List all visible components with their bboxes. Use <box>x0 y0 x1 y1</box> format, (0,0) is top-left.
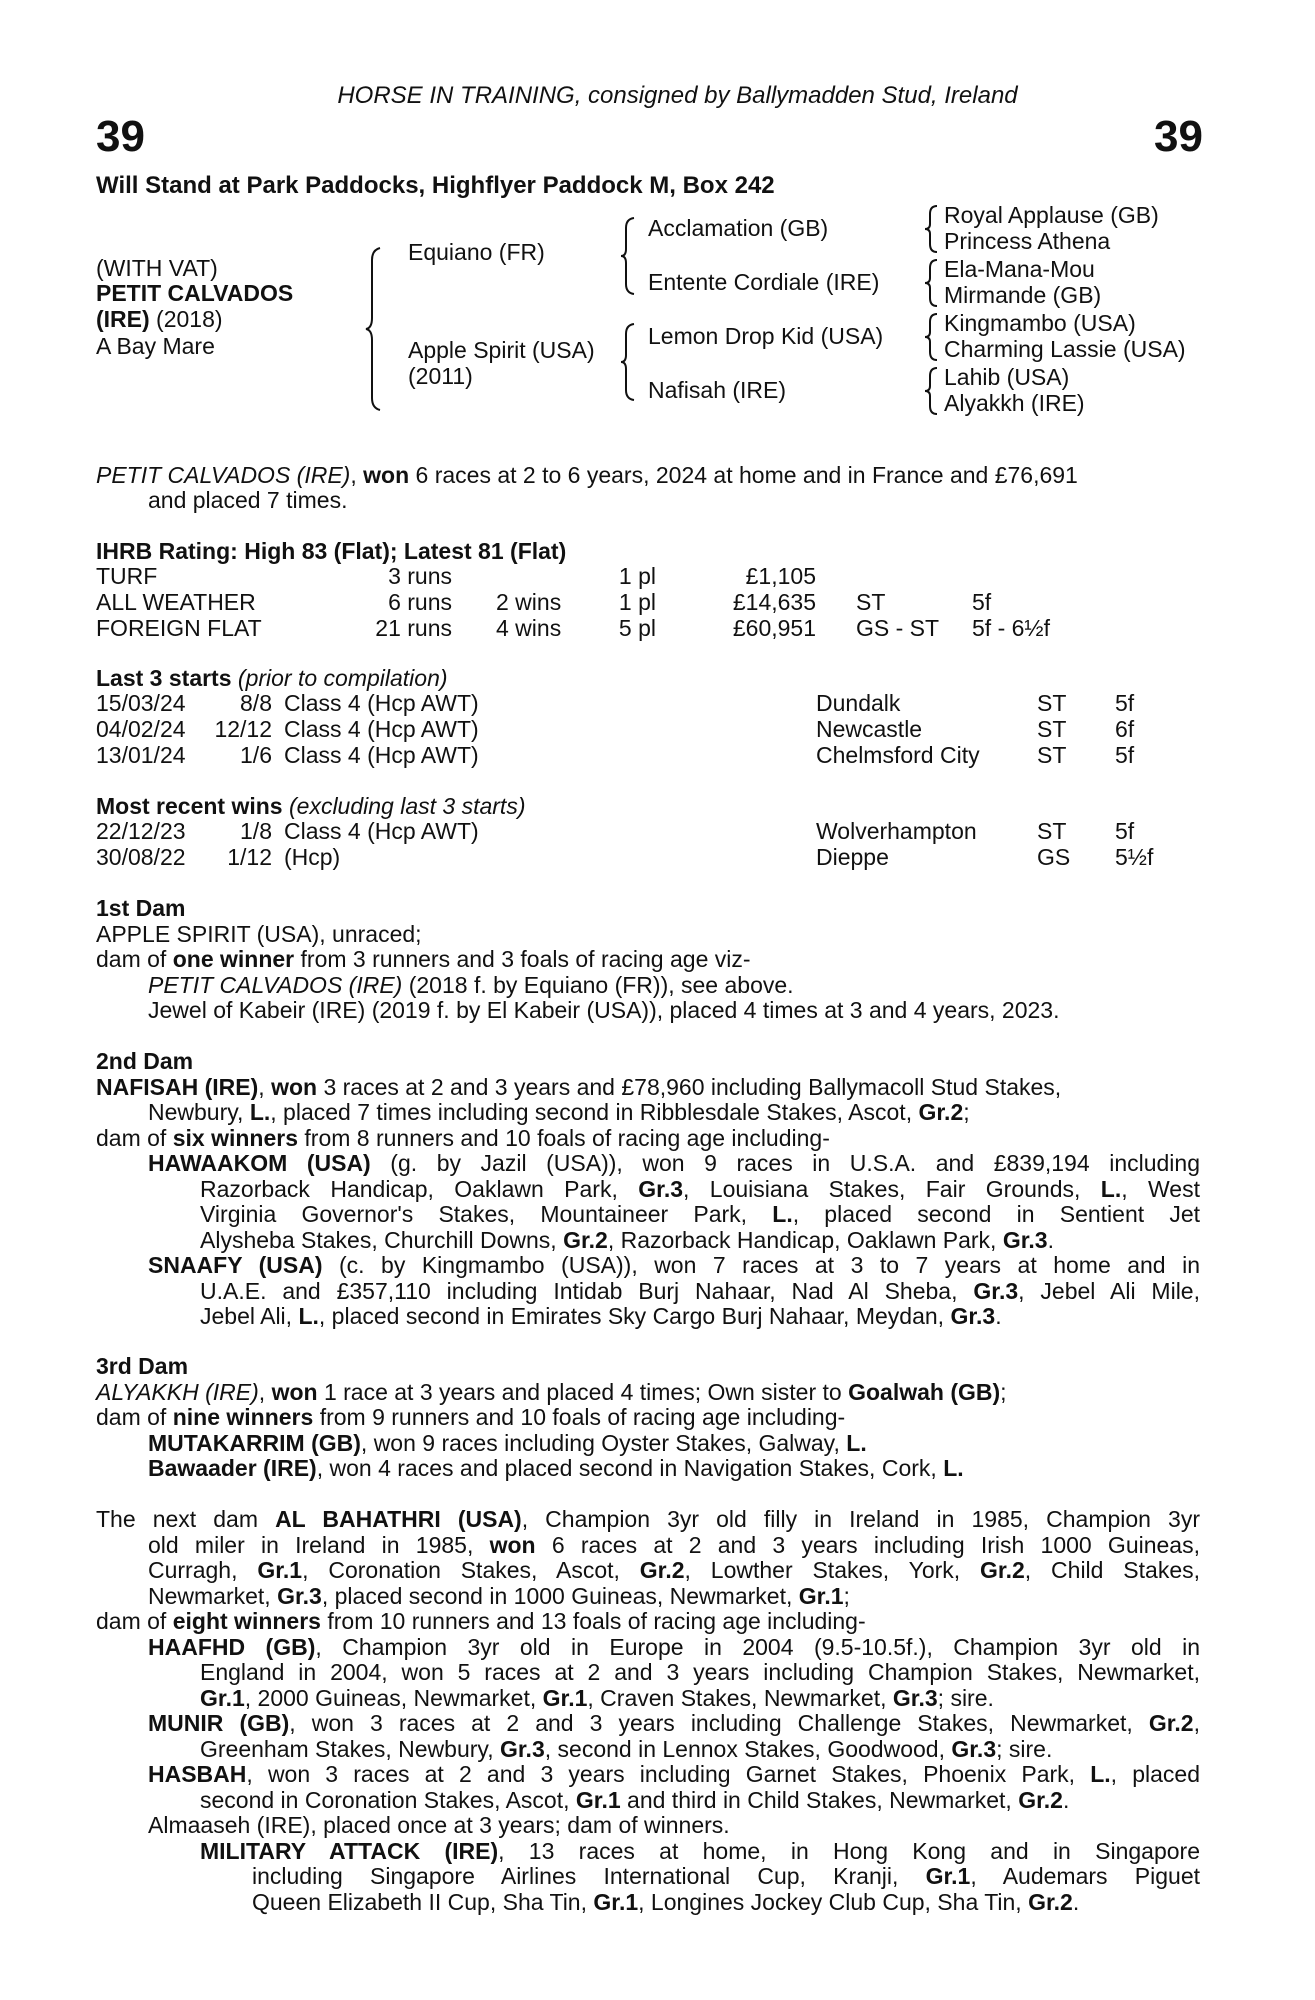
win-date: 30/08/22 <box>96 844 186 870</box>
pedigree-sire: Equiano (FR) <box>408 239 545 265</box>
start-course: Chelmsford City <box>816 742 980 768</box>
rating-table <box>96 564 1196 642</box>
recent-wins-note: (excluding last 3 starts) <box>282 793 526 819</box>
win-course: Dieppe <box>816 844 889 870</box>
horse-country: (IRE) <box>96 306 150 332</box>
start-distance: 5f <box>1115 742 1135 768</box>
next-dam-produce: England in 2004, won 5 races at 2 and 3 years including Champion Stakes, Newmarket, <box>200 1659 1200 1685</box>
first-dam-line: APPLE SPIRIT (USA), unraced; <box>96 920 422 947</box>
start-date: 13/01/24 <box>96 742 186 768</box>
second-dam-produce: Virginia Governor's Stakes, Mountaineer Park, L., placed second in Sentient Jet <box>200 1201 1200 1227</box>
rating-wins: 4 wins <box>496 615 562 641</box>
rating-distance: 5f <box>972 589 992 615</box>
last-starts-note: (prior to compilation) <box>231 665 448 691</box>
win-distance: 5f <box>1115 818 1135 844</box>
start-course: Newcastle <box>816 716 923 742</box>
rating-runs: 6 runs <box>388 589 452 615</box>
start-going: ST <box>1037 690 1067 716</box>
summary-horse-name: PETIT CALVADOS (IRE) <box>96 462 351 488</box>
rating-runs: 21 runs <box>375 615 452 641</box>
third-dam-title: 3rd Dam <box>96 1353 189 1379</box>
next-dam-produce: HAAFHD (GB), Champion 3yr old in Europe in 2004 (9.5-10.5f.), Champion 3yr old in <box>148 1633 1200 1660</box>
pedigree-ggp: Alyakkh (IRE) <box>944 390 1085 416</box>
pedigree-ggp: Princess Athena <box>944 228 1111 254</box>
rating-surface: FOREIGN FLAT <box>96 615 262 641</box>
next-dam-produce: Gr.1, 2000 Guineas, Newmarket, Gr.1, Craven Stakes, Newmarket, Gr.3; sire. <box>200 1684 994 1711</box>
win-distance: 5½f <box>1115 844 1154 870</box>
pedigree-brace-main <box>364 246 386 412</box>
consignor-title: HORSE IN TRAINING, consigned by Ballymadden Stud, Ireland <box>337 82 1018 109</box>
horse-name-line2 <box>96 307 223 332</box>
next-dam-section <box>96 1507 1200 1915</box>
start-course: Dundalk <box>816 690 901 716</box>
start-going: ST <box>1037 742 1067 768</box>
lot-number-right: 39 <box>1154 112 1203 161</box>
start-race: Class 4 (Hcp AWT) <box>284 742 479 768</box>
next-dam-line: dam of eight winners from 10 runners and 13 foals of racing age including- <box>96 1608 866 1634</box>
horse-description: A Bay Mare <box>96 333 215 359</box>
second-dam-produce: HAWAAKOM (USA) (g. by Jazil (USA)), won 9 races in U.S.A. and £839,194 including <box>148 1150 1200 1176</box>
rating-distance: 5f - 6½f <box>972 615 1050 641</box>
second-dam-produce: Alysheba Stakes, Churchill Downs, Gr.2, Razorback Handicap, Oaklawn Park, Gr.3. <box>200 1226 1054 1253</box>
pedigree-dam-year: (2011) <box>408 363 473 389</box>
recent-wins-table <box>96 819 1196 871</box>
pedigree-brace-sd <box>924 258 940 308</box>
next-dam-line: The next dam AL BAHATHRI (USA), Champion 3yr old filly in Ireland in 1985, Champion 3yr <box>96 1506 1200 1532</box>
pedigree-ggp: Charming Lassie (USA) <box>944 336 1186 362</box>
pedigree-brace-sire <box>620 216 638 296</box>
start-race: Class 4 (Hcp AWT) <box>284 716 479 742</box>
win-going: ST <box>1037 818 1067 844</box>
pedigree-sire-sire: Acclamation (GB) <box>648 215 829 241</box>
start-distance: 5f <box>1115 690 1135 716</box>
next-dam-produce: MUNIR (GB), won 3 races at 2 and 3 years including Challenge Stakes, Newmarket, Gr.2, <box>148 1710 1200 1736</box>
rating-going: ST <box>856 589 886 615</box>
summary-won: won <box>363 462 410 488</box>
pedigree-dam-sire: Lemon Drop Kid (USA) <box>648 323 884 349</box>
start-date: 15/03/24 <box>96 690 186 716</box>
rating-placed: 1 pl <box>618 589 656 615</box>
third-dam-section <box>96 1354 1200 1482</box>
horse-name: PETIT CALVADOS <box>96 280 294 306</box>
third-dam-line: dam of nine winners from 9 runners and 10 foals of racing age including- <box>96 1404 846 1430</box>
next-dam-grandproduce: including Singapore Airlines International Cup, Kranji, Gr.1, Audemars Piguet <box>252 1863 1200 1889</box>
win-position: 1/12 <box>227 844 272 870</box>
third-dam-line: ALYAKKH (IRE), won 1 race at 3 years and placed 4 times; Own sister to Goalwah (GB); <box>96 1378 1007 1405</box>
rating-placed: 1 pl <box>618 563 656 589</box>
second-dam-line: dam of six winners from 8 runners and 10 foals of racing age including- <box>96 1124 830 1151</box>
rating-prize: £60,951 <box>732 615 816 641</box>
next-dam-produce: Greenham Stakes, Newbury, Gr.3, second in Lennox Stakes, Goodwood, Gr.3; sire. <box>200 1735 1053 1762</box>
win-course: Wolverhampton <box>816 818 977 844</box>
win-race: Class 4 (Hcp AWT) <box>284 818 479 844</box>
next-dam-produce: second in Coronation Stakes, Ascot, Gr.1 and third in Child Stakes, Newmarket, Gr.2. <box>200 1786 1070 1813</box>
stabling-location: Will Stand at Park Paddocks, Highflyer Paddock M, Box 242 <box>96 172 775 199</box>
pedigree-brace-dd <box>924 366 940 416</box>
first-dam-line: dam of one winner from 3 runners and 3 foals of racing age viz- <box>96 946 751 972</box>
first-dam-section <box>96 896 1200 1024</box>
last-starts-heading <box>96 666 448 691</box>
rating-prize: £1,105 <box>745 563 816 589</box>
pedigree-ggp: Mirmande (GB) <box>944 282 1102 308</box>
race-summary: PETIT CALVADOS (IRE), won 6 races at 2 to 6 years, 2024 at home and in France and £76,691 <box>96 462 1078 488</box>
last-starts-table <box>96 691 1196 769</box>
race-summary-cont: and placed 7 times. <box>148 487 348 513</box>
rating-wins: 2 wins <box>496 589 562 615</box>
second-dam-line: NAFISAH (IRE), won 3 races at 2 and 3 years and £78,960 including Ballymacoll Stud Stakes, <box>96 1073 1062 1100</box>
next-dam-grandproduce: Queen Elizabeth II Cup, Sha Tin, Gr.1, Longines Jockey Club Cup, Sha Tin, Gr.2. <box>252 1888 1080 1915</box>
next-dam-produce: HASBAH, won 3 races at 2 and 3 years including Garnet Stakes, Phoenix Park, L., placed <box>148 1761 1200 1787</box>
vat-note: (WITH VAT) <box>96 255 218 281</box>
pedigree-brace-ss <box>924 204 940 254</box>
start-going: ST <box>1037 716 1067 742</box>
recent-wins-heading <box>96 794 525 819</box>
horse-year: (2018) <box>149 306 223 332</box>
second-dam-section <box>96 1049 1200 1330</box>
start-position: 1/6 <box>240 742 272 768</box>
start-race: Class 4 (Hcp AWT) <box>284 690 479 716</box>
first-dam-produce: PETIT CALVADOS (IRE) (2018 f. by Equiano (FR)), see above. <box>148 971 794 998</box>
pedigree-brace-ds <box>924 312 940 362</box>
start-distance: 6f <box>1115 716 1135 742</box>
next-dam-line: old miler in Ireland in 1985, won 6 races at 2 and 3 years including Irish 1000 Guineas, <box>148 1531 1200 1558</box>
second-dam-title: 2nd Dam <box>96 1048 194 1074</box>
third-dam-produce: Bawaader (IRE), won 4 races and placed second in Navigation Stakes, Cork, L. <box>148 1455 964 1481</box>
rating-prize: £14,635 <box>732 589 816 615</box>
win-position: 1/8 <box>240 818 272 844</box>
pedigree-dam: Apple Spirit (USA) <box>408 337 595 363</box>
recent-wins-title: Most recent wins <box>96 793 283 819</box>
pedigree-brace-dam <box>620 322 638 402</box>
pedigree-ggp: Lahib (USA) <box>944 364 1070 390</box>
summary-text: 6 races at 2 to 6 years, 2024 at home and in France and £76,691 <box>409 462 1078 488</box>
lot-number-left: 39 <box>96 112 145 161</box>
next-dam-produce: Almaaseh (IRE), placed once at 3 years; dam of winners. <box>148 1812 730 1838</box>
pedigree-sire-dam: Entente Cordiale (IRE) <box>648 269 880 295</box>
second-dam-produce: Jebel Ali, L., placed second in Emirates Sky Cargo Burj Nahaar, Meydan, Gr.3. <box>200 1303 1002 1329</box>
rating-going: GS - ST <box>856 615 940 641</box>
start-date: 04/02/24 <box>96 716 186 742</box>
first-dam-title: 1st Dam <box>96 895 186 921</box>
next-dam-line: Newmarket, Gr.3, placed second in 1000 Guineas, Newmarket, Gr.1; <box>148 1582 850 1609</box>
rating-surface: TURF <box>96 563 158 589</box>
second-dam-produce: Razorback Handicap, Oaklawn Park, Gr.3, Louisiana Stakes, Fair Grounds, L., West <box>200 1175 1200 1202</box>
rating-surface: ALL WEATHER <box>96 589 256 615</box>
win-date: 22/12/23 <box>96 818 186 844</box>
last-starts-title: Last 3 starts <box>96 665 232 691</box>
next-dam-line: Curragh, Gr.1, Coronation Stakes, Ascot, Gr.2, Lowther Stakes, York, Gr.2, Child Stakes, <box>148 1557 1201 1583</box>
first-dam-produce: Jewel of Kabeir (IRE) (2019 f. by El Kabeir (USA)), placed 4 times at 3 and 4 years, 2023. <box>148 997 1060 1023</box>
next-dam-grandproduce: MILITARY ATTACK (IRE), 13 races at home, in Hong Kong and in Singapore <box>200 1837 1200 1864</box>
rating-runs: 3 runs <box>388 563 452 589</box>
start-position: 8/8 <box>240 690 272 716</box>
pedigree-ggp: Kingmambo (USA) <box>944 310 1136 336</box>
win-race: (Hcp) <box>284 844 341 870</box>
second-dam-produce: U.A.E. and £357,110 including Intidab Burj Nahaar, Nad Al Sheba, Gr.3, Jebel Ali Mile, <box>200 1277 1200 1304</box>
pedigree-dam-dam: Nafisah (IRE) <box>648 377 787 403</box>
start-position: 12/12 <box>214 716 272 742</box>
rating-placed: 5 pl <box>618 615 656 641</box>
pedigree-ggp: Ela-Mana-Mou <box>944 256 1095 282</box>
pedigree-ggp: Royal Applause (GB) <box>944 202 1159 228</box>
win-going: GS <box>1037 844 1071 870</box>
third-dam-produce: MUTAKARRIM (GB), won 9 races including Oyster Stakes, Galway, L. <box>148 1429 867 1456</box>
second-dam-line: Newbury, L., placed 7 times including second in Ribblesdale Stakes, Ascot, Gr.2; <box>148 1099 970 1125</box>
second-dam-produce: SNAAFY (USA) (c. by Kingmambo (USA)), won 7 races at 3 to 7 years at home and in <box>148 1252 1200 1278</box>
rating-title: IHRB Rating: High 83 (Flat); Latest 81 (Flat) <box>96 538 567 564</box>
